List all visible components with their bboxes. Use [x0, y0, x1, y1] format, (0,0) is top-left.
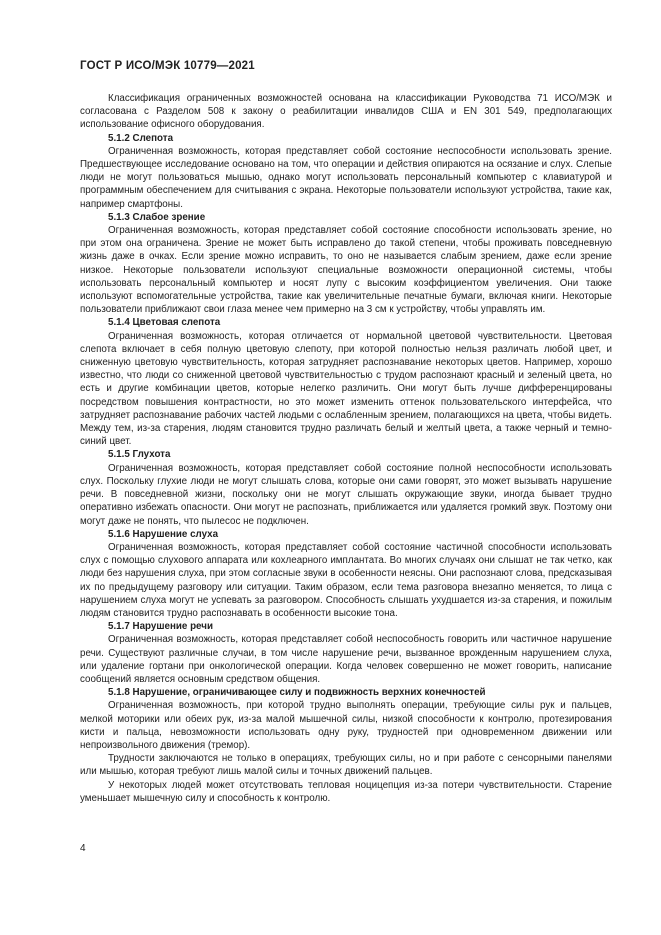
document-body: [80, 92, 612, 805]
paragraph: Ограниченная возможность, которая представляет собой состояние полной неспособности использовать слух. Поскольку глухие люди не могут слышать слова, которые они сами говорят, это может вызывать нарушение речи. В повседневной жизни, поскольку они не могут слышать окружающие звуки, иногда бывает трудно оперативно избежать опасности. Они могут не распознать, приближается или удаляется громкий звук. Поэтому они могут даже не понять, что пылесос не подключен.: [80, 462, 612, 527]
paragraph: Трудности заключаются не только в операциях, требующих силы, но и при работе с сенсорными панелями или мышью, которая требуют лишь малой силы и точных движений пальцев.: [80, 753, 612, 778]
paragraph: Ограниченная возможность, которая представляет собой неспособность говорить или частичное нарушение речи. Существуют различные случаи, в том числе нарушение речи, вызванное врожденным нарушением слуха, или удаление гортани при онкологической операции. Когда человек совершенно не может говорить, написание сообщений является основным средством общения.: [80, 634, 612, 685]
document-header: ГОСТ Р ИСО/МЭК 10779—2021: [80, 60, 255, 72]
section-heading-blindness: 5.1.2 Слепота: [108, 132, 174, 144]
paragraph: Ограниченная возможность, которая представляет собой состояние способности использовать зрение, но при этом она ограничена. Зрение не может быть исправлено до такой степени, чтобы проживать повседневную жизнь даже в очках. Если зрение можно исправить, то оно не называется слабым зрением, даже если зрение низкое. Некоторые пользователи используют специальные возможности операционной системы, чтобы использовать персональный компьютер и носят лупу с высоким коэффициентом увеличения. Они также используют вспомогательные устройства, такие как увеличительные печатные бумаги, включая книги. Некоторые пользователи приближают свои глаза менее чем примерно на 3 см к устройству, чтобы управлять им.: [80, 225, 612, 316]
section-heading-low-vision: 5.1.3 Слабое зрение: [108, 211, 206, 223]
paragraph: У некоторых людей может отсутствовать тепловая ноцицепция из-за потери чувствительности. Старение уменьшает мышечную силу и способность к контролю.: [80, 779, 612, 804]
section-heading-color-blindness: 5.1.4 Цветовая слепота: [108, 317, 221, 329]
section-heading-speech-impairment: 5.1.7 Нарушение речи: [108, 621, 213, 633]
paragraph: Ограниченная возможность, которая представляет собой состояние неспособности использовать зрение. Предшествующее исследование основано на том, что операции и действия опираются на осязание и слух. Слепые люди не могут пользоваться мышью, однако могут использовать персональный компьютер с клавиатурой и программным обеспечением для считывания с экрана. Некоторые пользователи используют устройства, такие как, например смартфоны.: [80, 145, 612, 210]
paragraph: Ограниченная возможность, при которой трудно выполнять операции, требующие силы рук и пальцев, мелкой моторики или обеих рук, из-за малой мышечной силы, низкой способности к контролю, протезирования кисти и пальца, невозможности использовать одну руку, трудностей при одновременном движении или непроизвольного движения (тремор).: [80, 700, 612, 751]
intro-paragraph: Классификация ограниченных возможностей основана на классификации Руководства 71 ИСО/МЭК и согласована с Разделом 508 к закону о реабилитации инвалидов США и EN 301 549, предполагающих использование офисного оборудования.: [80, 93, 612, 131]
section-heading-upper-limb-impairment: 5.1.8 Нарушение, ограничивающее силу и подвижность верхних конечностей: [108, 687, 486, 699]
page-number: 4: [80, 843, 86, 854]
section-heading-hearing-impairment: 5.1.6 Нарушение слуха: [108, 528, 219, 540]
paragraph: Ограниченная возможность, которая представляет собой состояние частичной способности использовать слух с помощью слухового аппарата или кохлеарного имплантата. Во многих случаях они слышат не так четко, как люди без нарушения слуха, при этом согласные звуки в особенности неясны. Они распознают слова, предсказывая их по предыдущему разговору или ситуации. Таким образом, если тема разговора внезапно меняется, то лица с нарушением слуха могут не успевать за разговором. Способность слышать ухудшается из-за старения, и пожилым людям становится трудно распознавать в особенности высокие тона.: [80, 541, 612, 619]
section-heading-deafness: 5.1.5 Глухота: [108, 449, 171, 461]
paragraph: Ограниченная возможность, которая отличается от нормальной цветовой чувствительности. Цветовая слепота включает в себя полную цветовую слепоту, при которой полностью нельзя различать любой цвет, и сниженную цветовую чувствительность, которая затрудняет распознавание некоторых цветов. Например, хорошо известно, что люди со сниженной цветовой чувствительностью с трудом распознают красный и зеленый цвета, но есть и другие комбинации цветов, которые нелегко различить. Они могут быть лучше дифференцированы посредством повышения контрастности, но это может изменить оттенок пользовательского интерфейса, что затрудняет распознавание рабочих частей людьми с ослабленным зрением, полагающихся на цвета, чтобы видеть. Между тем, из-за старения, людям становится трудно различать белый и желтый цвета, а также черный и темно-синий цвет.: [80, 330, 612, 448]
